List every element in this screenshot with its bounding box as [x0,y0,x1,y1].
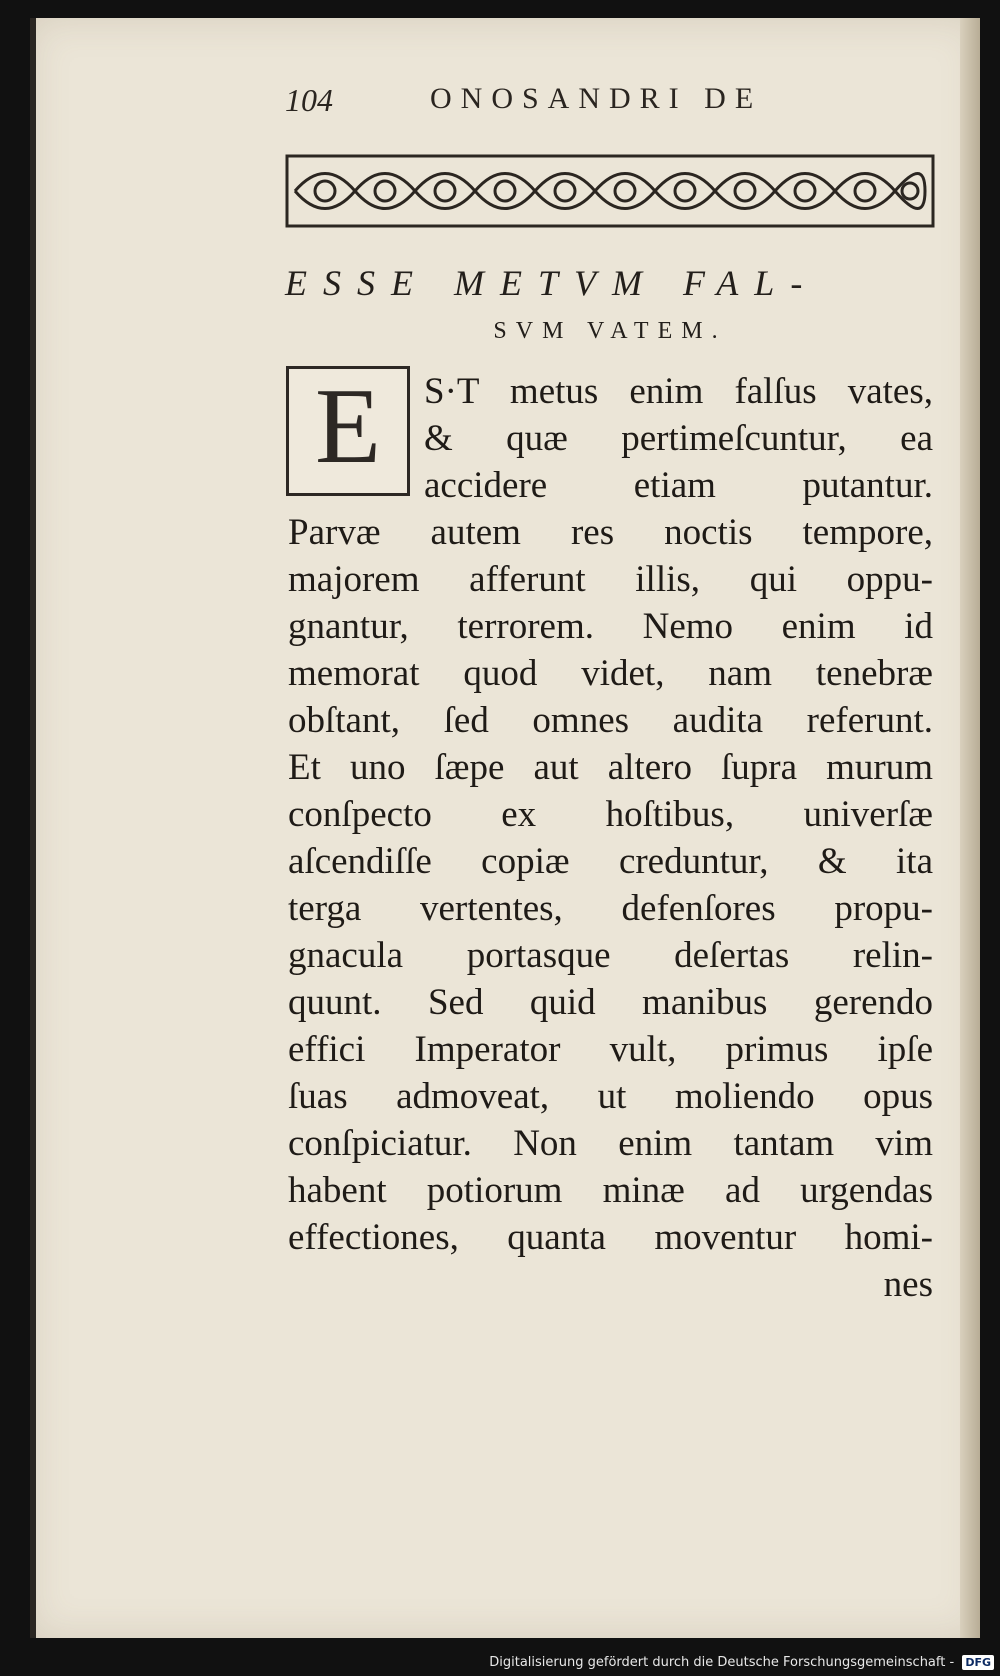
text-line: quunt. Sed quid manibus gerendo [288,982,933,1023]
text-line: aſcendiſſe copiæ creduntur, & ita [288,841,933,882]
running-title: ONOSANDRI DE [430,82,763,115]
text-line: majorem afferunt illis, qui oppu- [288,559,933,600]
text-line: Parvæ autem res noctis tempore, [288,512,933,553]
digitization-credit [489,1655,994,1670]
text-line: accidere etiam putantur. [424,465,933,506]
chapter-heading-line2: SVM VATEM. [493,318,727,344]
text-line: terga vertentes, defenſores propu- [288,888,933,929]
page-number: 104 [285,82,333,118]
spine-edge [30,18,36,1638]
decorated-initial [286,366,410,496]
text-line: Et uno ſæpe aut altero ſupra murum [288,747,933,788]
text-line: memorat quod videt, nam tenebræ [288,653,933,694]
ornament-pattern [295,174,925,209]
text-line: habent potiorum minæ ad urgendas [288,1170,933,1211]
page-edge [960,18,980,1638]
text-line: effectiones, quanta moventur homi- [288,1217,933,1258]
text-line: gnacula portasque deſertas relin- [288,935,933,976]
body-text [288,368,933,1308]
text-line: ſuas admoveat, ut moliendo opus [288,1076,933,1117]
text-line: gnantur, terrorem. Nemo enim id [288,606,933,647]
text-line: S·T metus enim falſus vates, [424,371,933,412]
chapter-heading-line1: ESSE METVM FAL- [285,263,819,303]
text-line: & quæ pertimeſcuntur, ea [424,418,933,459]
ornamental-band [285,150,935,232]
catchword: nes [883,1264,933,1305]
dfg-logo: DFG [962,1655,994,1670]
credit-text: Digitalisierung gefördert durch die Deutsche Forschungsgemeinschaft - [489,1655,955,1670]
initial-letter: E [315,367,381,486]
text-line: effici Imperator vult, primus ipſe [288,1029,933,1070]
text-line: obſtant, ſed omnes audita referunt. [288,700,933,741]
text-line: conſpiciatur. Non enim tantam vim [288,1123,933,1164]
text-line: conſpecto ex hoſtibus, univerſæ [288,794,933,835]
